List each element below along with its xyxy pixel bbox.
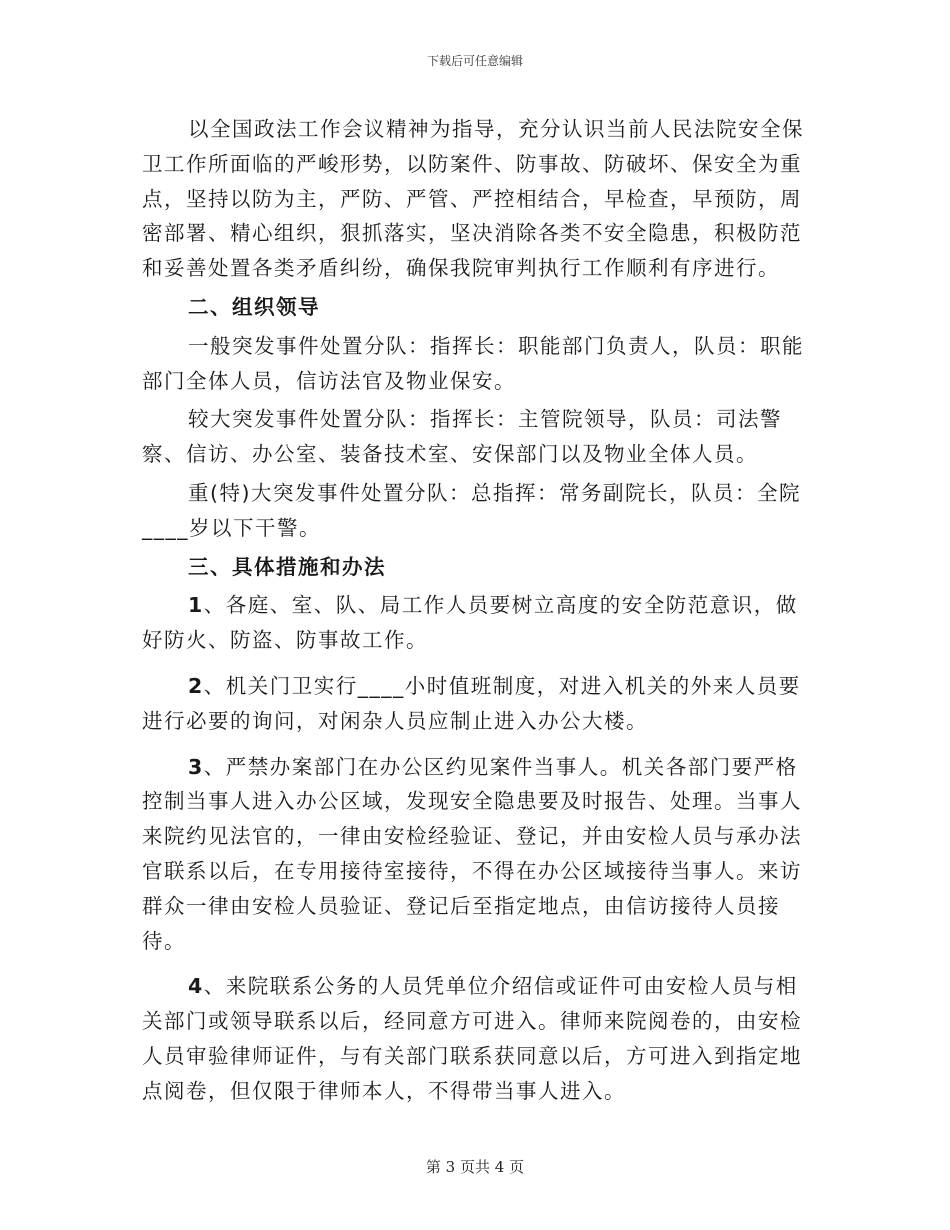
page-header: 下载后可任意编辑	[426, 54, 523, 68]
measure-item-2	[142, 669, 812, 739]
measure-item-4	[142, 969, 812, 1108]
measure-item-3	[142, 750, 812, 959]
paragraph-serious-team: 重(特)大突发事件处置分队：总指挥：常务副院长，队员：全院____岁以下干警。	[142, 480, 801, 540]
measure-text: 、来院联系公务的人员凭单位介绍信或证件可由安检人员与相关部门或领导联系以后，经同意方可进入。律师来院阅卷的，由安检人员审验律师证件，与有关部门联系获同意以后，方可进入到指定地点阅卷，但仅限于律师本人，不得带当事人进入。	[142, 974, 802, 1103]
section-heading-measures: 三、具体措施和办法	[188, 554, 386, 579]
measure-number: 4	[188, 974, 204, 999]
paragraph-guiding-principle: 以全国政法工作会议精神为指导，充分认识当前人民法院安全保卫工作所面临的严峻形势，以防案件、防事故、防破坏、保安全为重点，坚持以防为主，严防、严管、严控相结合，早检查，早预防，周密部署、精心组织，狠抓落实，坚决消除各类不安全隐患，积极防范和妥善处置各类矛盾纠纷，确保我院审判执行工作顺利有序进行。	[142, 117, 804, 281]
measure-item-1	[142, 588, 812, 658]
section-heading-organization: 二、组织领导	[188, 294, 320, 319]
measure-text: 、各庭、室、队、局工作人员要树立高度的安全防范意识，做好防火、防盗、防事故工作。	[142, 593, 798, 653]
paragraph-major-team: 较大突发事件处置分队：指挥长：主管院领导，队员：司法警察、信访、办公室、装备技术室、安保部门以及物业全体人员。	[142, 407, 782, 467]
measure-number: 3	[188, 754, 204, 779]
measure-number: 1	[188, 593, 204, 618]
page-footer: 第 3 页共 4 页	[425, 1158, 525, 1176]
measure-text: 、严禁办案部门在办公区约见案件当事人。机关各部门要严格控制当事人进入办公区域，发现安全隐患要及时报告、处理。当事人来院约见法官的，一律由安检经验证、登记，并由安检人员与承办法官联系以后，在专用接待室接待，不得在办公区域接待当事人。来访群众一律由安检人员验证、登记后至指定地点，由信访接待人员接待。	[142, 754, 802, 953]
measure-number: 2	[188, 673, 204, 698]
document-body	[142, 112, 812, 1109]
paragraph-general-team: 一般突发事件处置分队：指挥长：职能部门负责人，队员：职能部门全体人员，信访法官及物业保安。	[142, 333, 804, 393]
measure-text: 、机关门卫实行____小时值班制度，对进入机关的外来人员要进行必要的询问，对闲杂人员应制止进入办公大楼。	[142, 673, 801, 733]
